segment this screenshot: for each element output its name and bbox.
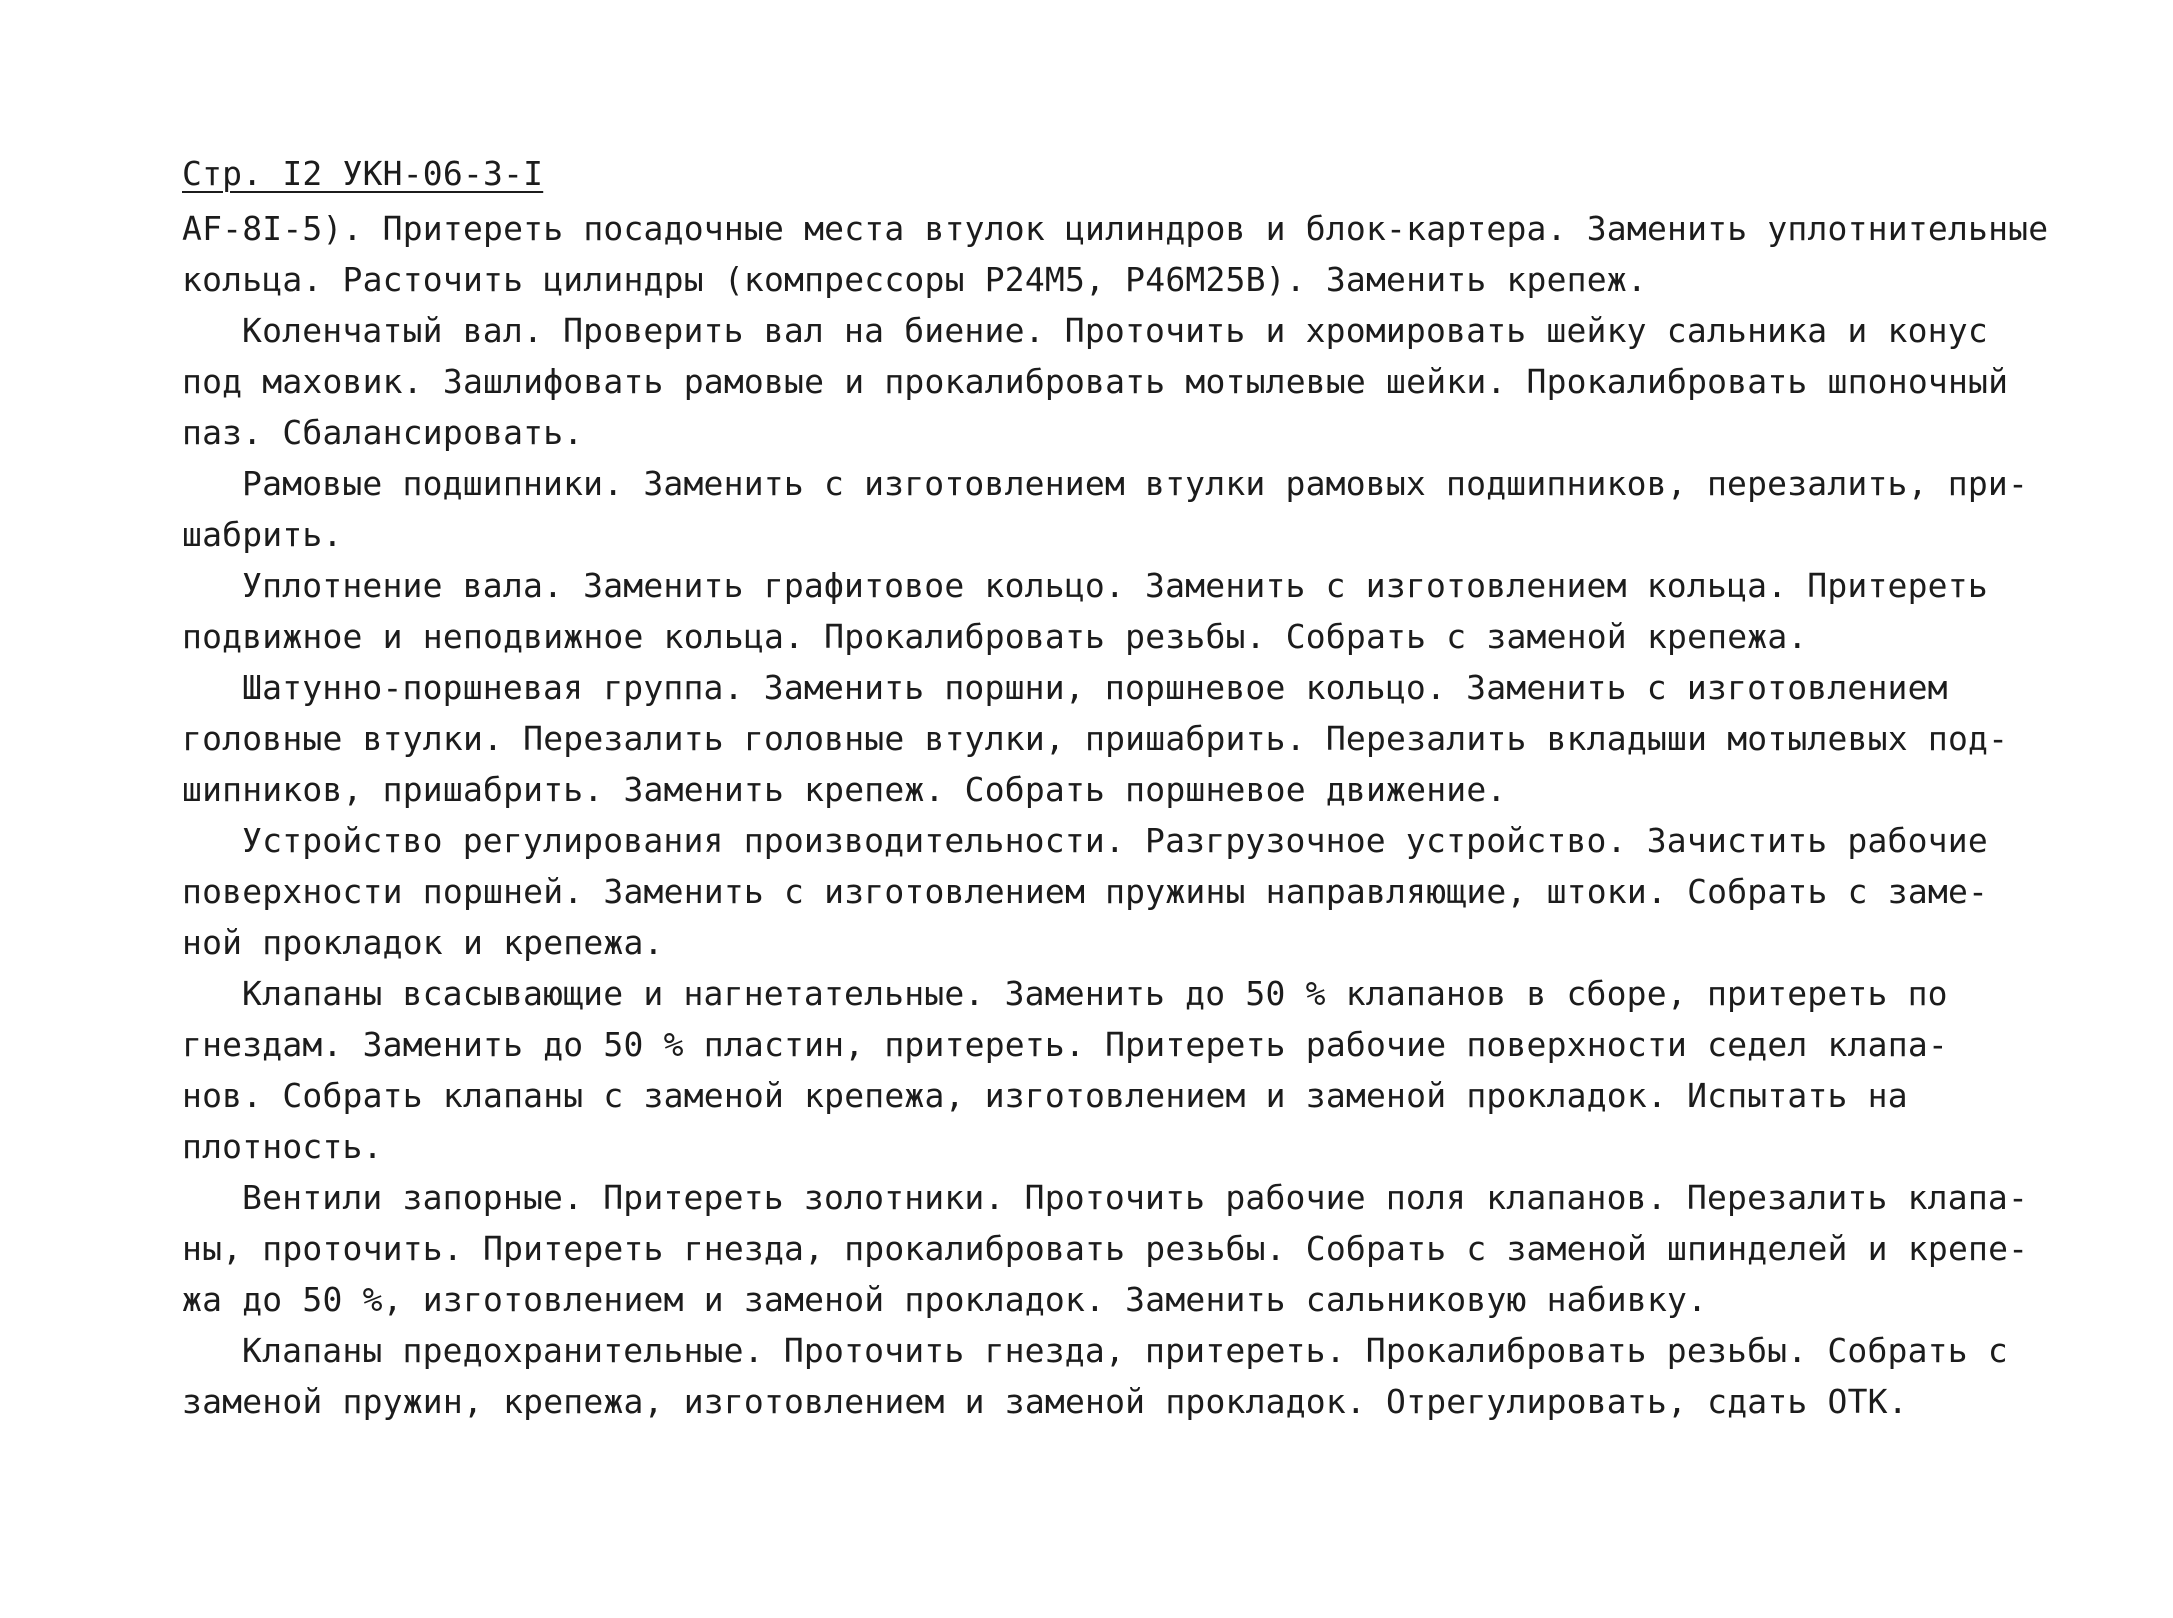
document-page	[182, 148, 2102, 1427]
paragraph-line: поверхности поршней. Заменить с изготовлением пружины направляющие, штоки. Собрать с заме-	[182, 872, 1989, 911]
paragraph-line: паз. Сбалансировать.	[182, 413, 584, 452]
paragraph-line: головные втулки. Перезалить головные втулки, пришабрить. Перезалить вкладыши мотылевых под-	[182, 719, 2009, 758]
paragraph-line: Клапаны предохранительные. Проточить гнезда, притереть. Прокалибровать резьбы. Собрать с	[242, 1331, 2008, 1370]
paragraph-line: под маховик. Зашлифовать рамовые и прокалибровать мотылевые шейки. Прокалибровать шпоночный	[182, 362, 2009, 401]
paragraph-line: нов. Собрать клапаны с заменой крепежа, изготовлением и заменой прокладок. Испытать на	[182, 1076, 1908, 1115]
page-header: Стр. I2 УКН-06-3-I	[182, 154, 544, 193]
paragraph-line: кольца. Расточить цилиндры (компрессоры P24M5, P46M25B). Заменить крепеж.	[182, 260, 1647, 299]
paragraph-stop-valves	[182, 1172, 2102, 1325]
paragraph-line: Шатунно-поршневая группа. Заменить поршни, поршневое кольцо. Заменить с изготовлением	[242, 668, 1948, 707]
paragraph-piston-group	[182, 662, 2102, 815]
paragraph-safety-valves	[182, 1325, 2102, 1427]
paragraph-1	[182, 203, 2102, 305]
paragraph-main-bearings	[182, 458, 2102, 560]
paragraph-line: ной прокладок и крепежа.	[182, 923, 664, 962]
paragraph-line: Уплотнение вала. Заменить графитовое кольцо. Заменить с изготовлением кольца. Притереть	[242, 566, 1988, 605]
paragraph-line: шипников, пришабрить. Заменить крепеж. Собрать поршневое движение.	[182, 770, 1507, 809]
paragraph-line: AF-8I-5). Притереть посадочные места втулок цилиндров и блок-картера. Заменить уплотнительные	[182, 209, 2049, 248]
paragraph-line: заменой пружин, крепежа, изготовлением и заменой прокладок. Отрегулировать, сдать ОТК.	[182, 1382, 1908, 1421]
paragraph-line: шабрить.	[182, 515, 343, 554]
paragraph-line: гнездам. Заменить до 50 % пластин, притереть. Притереть рабочие поверхности седел клапа-	[182, 1025, 1948, 1064]
paragraph-line: плотность.	[182, 1127, 383, 1166]
paragraph-line: Устройство регулирования производительности. Разгрузочное устройство. Зачистить рабочие	[242, 821, 1988, 860]
paragraph-line: подвижное и неподвижное кольца. Прокалибровать резьбы. Собрать с заменой крепежа.	[182, 617, 1808, 656]
paragraph-line: Клапаны всасывающие и нагнетательные. Заменить до 50 % клапанов в сборе, притереть по	[242, 974, 1948, 1013]
paragraph-shaft-seal	[182, 560, 2102, 662]
paragraph-line: Коленчатый вал. Проверить вал на биение. Проточить и хромировать шейку сальника и конус	[242, 311, 1988, 350]
paragraph-capacity-control	[182, 815, 2102, 968]
paragraph-valves	[182, 968, 2102, 1172]
paragraph-line: Рамовые подшипники. Заменить с изготовлением втулки рамовых подшипников, перезалить, при-	[242, 464, 2029, 503]
paragraph-line: ны, проточить. Притереть гнезда, прокалибровать резьбы. Собрать с заменой шпинделей и крепе-	[182, 1229, 2029, 1268]
paragraph-crankshaft	[182, 305, 2102, 458]
paragraph-line: жа до 50 %, изготовлением и заменой прокладок. Заменить сальниковую набивку.	[182, 1280, 1708, 1319]
paragraph-line: Вентили запорные. Притереть золотники. Проточить рабочие поля клапанов. Перезалить клапа-	[242, 1178, 2029, 1217]
